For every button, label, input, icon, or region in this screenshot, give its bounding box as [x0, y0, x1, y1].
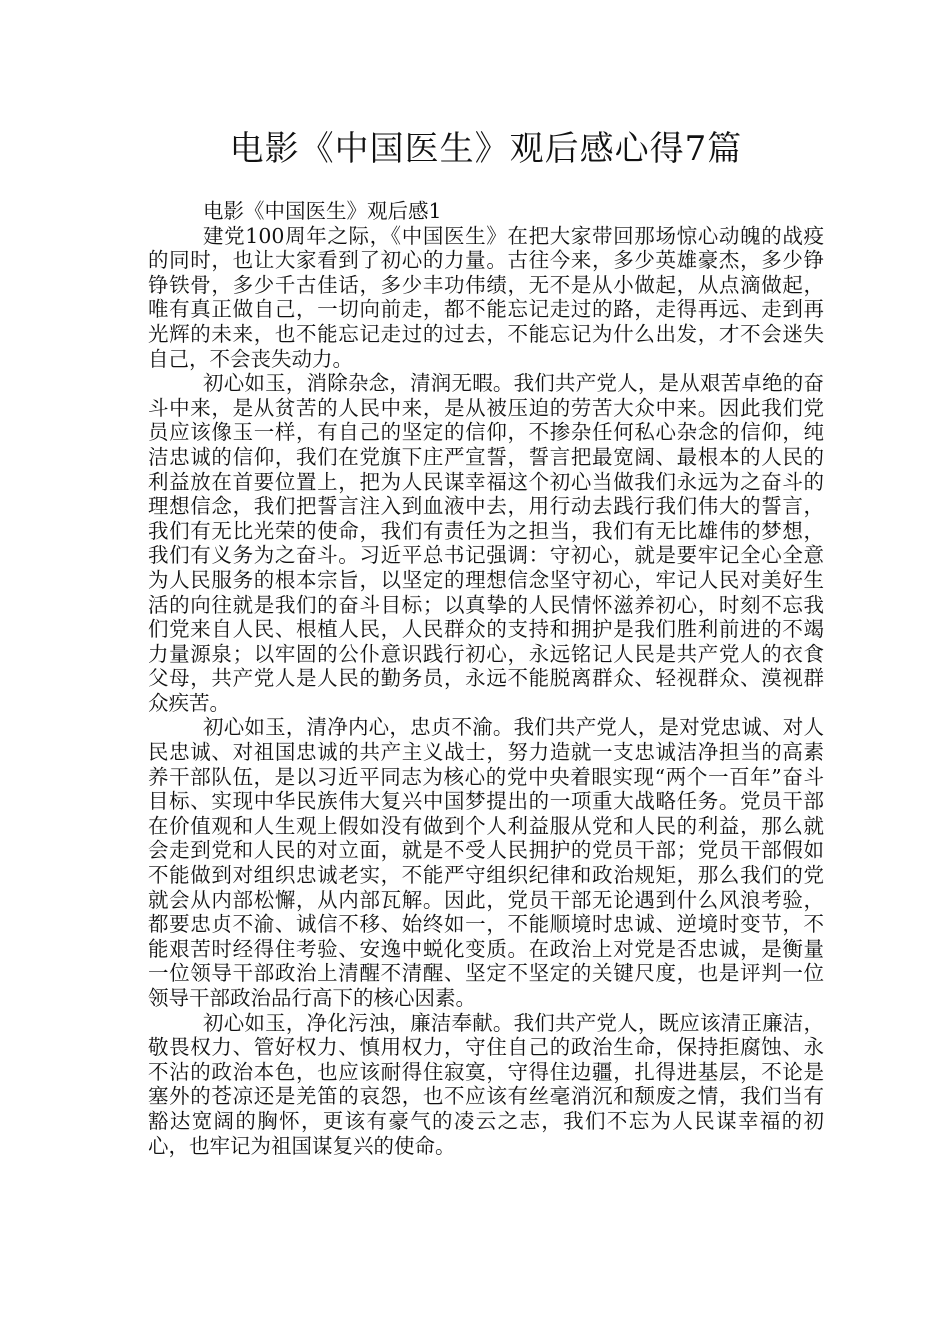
- section-heading: 电影《中国医生》观后感1: [203, 199, 442, 223]
- paragraph-4: 初心如玉，净化污浊，廉洁奉献。我们共产党人，既应该清正廉洁，敬畏权力、管好权力、慎用权力，守住自己的政治生命，保持拒腐蚀、永不沾的政治本色，也应该耐得住寂寞，守得住边疆，扎得进基层，不论是塞外的苍凉还是羌笛的哀怨，也不应该有丝毫消沉和颓废之情，我们当有豁达宽阔的胸怀，更该有豪气的凌云之志，我们不忘为人民谋幸福的初心，也牢记为祖国谋复兴的使命。: [148, 1010, 824, 1158]
- paragraph-2: 初心如玉，消除杂念，清润无暇。我们共产党人，是从艰苦卓绝的奋斗中来，是从贫苦的人民中来，是从被压迫的劳苦大众中来。因此我们党员应该像玉一样，有自己的坚定的信仰，不掺杂任何私心杂念的信仰，纯洁忠诚的信仰，我们在党旗下庄严宣誓，誓言把最宽阔、最根本的人民的利益放在首要位置上，把为人民谋幸福这个初心当做我们永远为之奋斗的理想信念，我们把誓言注入到血液中去，用行动去践行我们伟大的誓言，我们有无比光荣的使命，我们有责任为之担当，我们有无比雄伟的梦想，我们有义务为之奋斗。习近平总书记强调：守初心，就是要牢记全心全意为人民服务的根本宗旨，以坚定的理想信念坚守初心，牢记人民对美好生活的向往就是我们的奋斗目标；以真挚的人民情怀滋养初心，时刻不忘我们党来自人民、根植人民，人民群众的支持和拥护是我们胜利前进的不竭力量源泉；以牢固的公仆意识践行初心，永远铭记人民是共产党人的衣食父母，共产党人是人民的勤务员，永远不能脱离群众、轻视群众、漠视群众疾苦。: [148, 371, 824, 715]
- document-title: 电影《中国医生》观后感心得7篇: [229, 129, 743, 169]
- paragraph-3: 初心如玉，清净内心，忠贞不渝。我们共产党人，是对党忠诚、对人民忠诚、对祖国忠诚的共产主义战士，努力造就一支忠诚洁净担当的高素养干部队伍，是以习近平同志为核心的党中央着眼实现“两个一百年”奋斗目标、实现中华民族伟大复兴中国梦提出的一项重大战略任务。党员干部在价值观和人生观上假如没有做到个人利益服从党和人民的利益，那么就会走到党和人民的对立面，就是不受人民拥护的党员干部；党员干部假如不能做到对组织忠诚老实，不能严守组织纪律和政治规矩，那么我们的党就会从内部松懈，从内部瓦解。因此，党员干部无论遇到什么风浪考验，都要忠贞不渝、诚信不移、始终如一，不能顺境时忠诚、逆境时变节，不能艰苦时经得住考验、安逸中蜕化变质。在政治上对党是否忠诚，是衡量一位领导干部政治上清醒不清醒、坚定不坚定的关键尺度，也是评判一位领导干部政治品行高下的核心因素。: [148, 715, 824, 1010]
- document-page: [148, 125, 824, 1158]
- paragraph-1: 建党100周年之际，《中国医生》在把大家带回那场惊心动魄的战疫的同时，也让大家看到了初心的力量。古往今来，多少英雄豪杰，多少铮铮铁骨，多少千古佳话，多少丰功伟绩，无不是从小做起，从点滴做起，唯有真正做自己，一切向前走，都不能忘记走过的路，走得再远、走到再光辉的未来，也不能忘记走过的过去，不能忘记为什么出发，才不会迷失自己，不会丧失动力。: [148, 223, 824, 371]
